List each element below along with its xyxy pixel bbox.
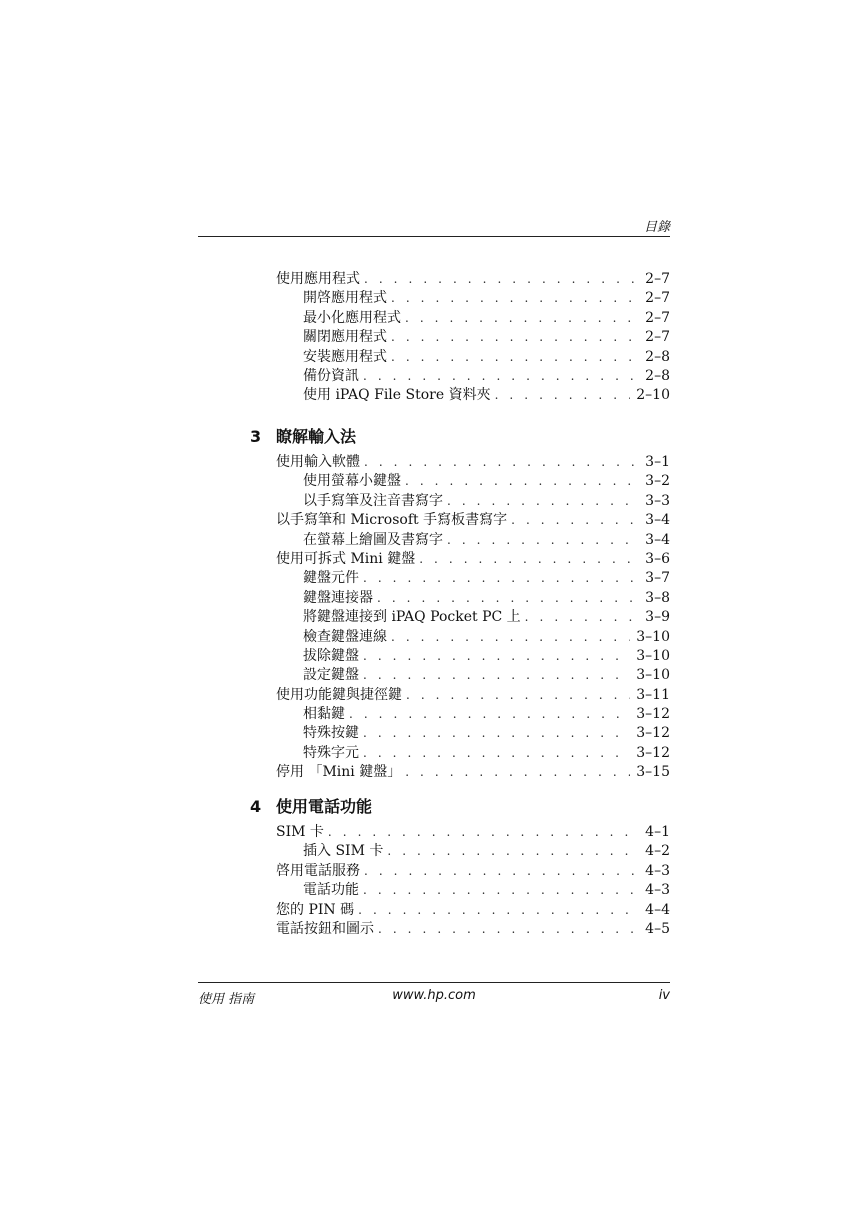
toc-entry-page: 2–8 <box>645 367 670 384</box>
toc-leader-dots <box>525 608 640 627</box>
toc-entry-page: 4–2 <box>645 843 670 860</box>
toc-entry-page: 2–7 <box>645 309 670 326</box>
toc-leader-dots <box>349 705 630 724</box>
toc-entry[interactable] <box>276 647 670 666</box>
toc-entry-title: 設定鍵盤 <box>303 667 359 684</box>
toc-entry-title: 檢查鍵盤連線 <box>303 628 387 645</box>
toc-entry-page: 3–9 <box>645 609 670 626</box>
toc-entry-title: 開啓應用程式 <box>303 290 387 307</box>
toc-section-3 <box>276 453 670 783</box>
header-rule <box>198 236 670 237</box>
toc-entry[interactable] <box>276 763 670 782</box>
toc-entry-page: 3–12 <box>636 706 670 723</box>
toc-leader-dots <box>364 270 639 289</box>
toc-entry-page: 3–4 <box>645 512 670 529</box>
toc-entry-title: 以手寫筆和 Microsoft 手寫板書寫字 <box>276 512 508 529</box>
toc-entry-title: 關閉應用程式 <box>303 329 387 346</box>
toc-section-4 <box>276 823 670 939</box>
toc-leader-dots <box>391 628 630 647</box>
footer-page-number: iv <box>658 988 670 1003</box>
toc-leader-dots <box>447 531 639 550</box>
toc-entry[interactable] <box>276 367 670 386</box>
toc-entry[interactable] <box>276 705 670 724</box>
toc-entry-page: 3–2 <box>645 473 670 490</box>
toc-entry-page: 4–3 <box>645 862 670 879</box>
toc-leader-dots <box>391 289 639 308</box>
toc-entry-page: 3–11 <box>636 686 670 703</box>
toc-leader-dots <box>363 647 630 666</box>
footer-guide-title: 使用 指南 <box>198 992 255 1007</box>
toc-entry-title: 使用 iPAQ File Store 資料夾 <box>303 387 491 404</box>
toc-leader-dots <box>391 328 639 347</box>
toc-entry[interactable] <box>276 686 670 705</box>
toc-entry[interactable] <box>276 472 670 491</box>
chapter-title: 瞭解輸入法 <box>276 427 357 446</box>
toc-entry-page: 3–12 <box>636 725 670 742</box>
toc-entry[interactable] <box>276 920 670 939</box>
toc-leader-dots <box>405 472 639 491</box>
toc-entry[interactable] <box>276 608 670 627</box>
toc-entry-title: 最小化應用程式 <box>303 309 401 326</box>
toc-entry-page: 3–15 <box>636 764 670 781</box>
toc-entry[interactable] <box>276 862 670 881</box>
toc-entry-page: 3–4 <box>645 531 670 548</box>
toc-entry[interactable] <box>276 492 670 511</box>
toc-entry-page: 3–6 <box>645 550 670 567</box>
toc-entry-page: 2–7 <box>645 271 670 287</box>
toc-entry-page: 4–4 <box>645 901 670 918</box>
toc-leader-dots <box>391 348 639 367</box>
toc-leader-dots <box>405 763 630 782</box>
toc-entry[interactable] <box>276 511 670 530</box>
toc-entry[interactable] <box>276 328 670 347</box>
toc-entry-title: 電話按鈕和圖示 <box>276 920 374 937</box>
toc-entry-page: 3–10 <box>636 647 670 664</box>
toc-entry-title: 使用可拆式 Mini 鍵盤 <box>276 550 416 567</box>
toc-section-1 <box>276 270 670 406</box>
toc-entry-page: 4–1 <box>645 824 670 840</box>
toc-leader-dots <box>363 744 630 763</box>
toc-leader-dots <box>495 386 631 405</box>
toc-leader-dots <box>328 823 639 842</box>
toc-entry-page: 4–3 <box>645 882 670 899</box>
toc-leader-dots <box>364 862 639 881</box>
toc-leader-dots <box>447 492 639 511</box>
toc-entry[interactable] <box>276 569 670 588</box>
toc-leader-dots <box>363 569 639 588</box>
toc-leader-dots <box>363 367 639 386</box>
chapter-title: 使用電話功能 <box>276 797 373 816</box>
toc-entry-page: 3–3 <box>645 492 670 509</box>
toc-entry-page: 3–12 <box>636 744 670 761</box>
toc-leader-dots <box>358 901 639 920</box>
toc-entry-title: 使用應用程式 <box>276 271 360 287</box>
toc-entry[interactable] <box>276 270 670 289</box>
toc-entry[interactable] <box>276 550 670 569</box>
toc-leader-dots <box>405 309 639 328</box>
toc-entry-title: 在螢幕上繪圖及書寫字 <box>303 531 443 548</box>
toc-entry[interactable] <box>276 881 670 900</box>
toc-leader-dots <box>377 589 639 608</box>
toc-entry-title: 特殊字元 <box>303 744 359 761</box>
toc-entry-page: 3–1 <box>645 454 670 470</box>
chapter-number: 3 <box>250 427 262 446</box>
toc-entry[interactable] <box>276 744 670 763</box>
footer-url[interactable]: www.hp.com <box>392 988 476 1003</box>
toc-leader-dots <box>387 842 639 861</box>
toc-entry[interactable] <box>276 386 670 405</box>
toc-entry[interactable] <box>276 628 670 647</box>
toc-leader-dots <box>419 550 639 569</box>
toc-entry[interactable] <box>276 453 670 472</box>
chapter-number: 4 <box>250 797 262 816</box>
toc-entry-title: 拔除鍵盤 <box>303 647 359 664</box>
toc-entry[interactable] <box>276 289 670 308</box>
toc-entry-title: 相黏鍵 <box>303 706 345 723</box>
toc-entry-title: 啓用電話服務 <box>276 862 360 879</box>
toc-entry-page: 3–10 <box>636 628 670 645</box>
toc-entry-title: 使用功能鍵與捷徑鍵 <box>276 686 402 703</box>
toc-leader-dots <box>364 453 639 472</box>
toc-entry-title: 特殊按鍵 <box>303 725 359 742</box>
toc-entry[interactable] <box>276 724 670 743</box>
toc-leader-dots <box>378 920 639 939</box>
toc-entry-title: 鍵盤連接器 <box>303 589 373 606</box>
header-label: 目錄 <box>643 220 670 235</box>
toc-leader-dots <box>406 686 630 705</box>
toc-entry-title: 使用輸入軟體 <box>276 454 360 470</box>
toc-entry-page: 2–8 <box>645 348 670 365</box>
toc-entry-title: 安裝應用程式 <box>303 348 387 365</box>
toc-entry-page: 3–10 <box>636 667 670 684</box>
toc-entry[interactable] <box>276 348 670 367</box>
toc-leader-dots <box>363 724 630 743</box>
toc-entry-page: 2–7 <box>645 290 670 307</box>
chapter-3-heading <box>250 424 356 447</box>
toc-entry-title: 使用螢幕小鍵盤 <box>303 473 401 490</box>
toc-leader-dots <box>363 881 639 900</box>
toc-entry-title: 插入 SIM 卡 <box>303 843 384 860</box>
toc-entry-page: 2–7 <box>645 329 670 346</box>
toc-entry[interactable] <box>276 531 670 550</box>
toc-entry-title: 停用 「Mini 鍵盤」 <box>276 764 402 781</box>
toc-entry[interactable] <box>276 823 670 842</box>
toc-entry-title: 以手寫筆及注音書寫字 <box>303 492 443 509</box>
toc-entry-title: 鍵盤元件 <box>303 570 359 587</box>
toc-leader-dots <box>511 511 639 530</box>
toc-entry-title: 將鍵盤連接到 iPAQ Pocket PC 上 <box>303 609 521 626</box>
toc-leader-dots <box>363 666 630 685</box>
toc-entry-page: 2–10 <box>636 387 670 404</box>
toc-entry[interactable] <box>276 666 670 685</box>
toc-entry[interactable] <box>276 589 670 608</box>
toc-entry-title: SIM 卡 <box>276 824 324 840</box>
toc-entry-page: 3–8 <box>645 589 670 606</box>
footer-rule <box>198 982 670 983</box>
chapter-4-heading <box>250 794 372 817</box>
toc-entry-title: 您的 PIN 碼 <box>276 901 355 918</box>
toc-entry-page: 3–7 <box>645 570 670 587</box>
toc-entry-title: 備份資訊 <box>303 367 359 384</box>
toc-entry-page: 4–5 <box>645 920 670 937</box>
toc-entry[interactable] <box>276 901 670 920</box>
toc-entry[interactable] <box>276 842 670 861</box>
toc-entry[interactable] <box>276 309 670 328</box>
toc-entry-title: 電話功能 <box>303 882 359 899</box>
